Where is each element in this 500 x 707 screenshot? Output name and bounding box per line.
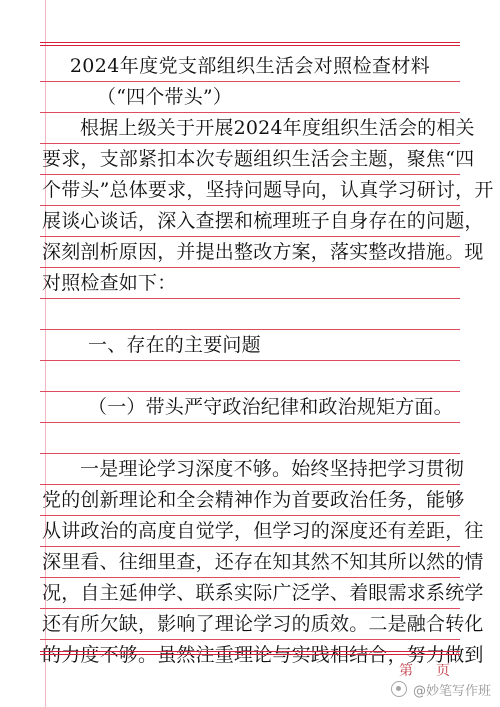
body-line: 况，自主延伸学、联系实际广泛学、着眼需求系统学	[42, 582, 484, 604]
section-heading: 一、存在的主要问题	[88, 334, 261, 356]
watermark-logo-icon	[391, 681, 407, 697]
page-number-label	[399, 660, 451, 680]
body-line: 从讲政治的高度自觉学，但学习的深度还有差距，往	[42, 520, 484, 542]
document-subtitle: （“四个带头”）	[97, 86, 233, 108]
body-line: 一是理论学习深度不够。始终坚持把学习贯彻	[80, 458, 465, 480]
page-label-right: 页	[436, 663, 451, 679]
body-line: 深里看、往细里查，还存在知其然不知其所以然的情	[42, 551, 484, 573]
intro-line: 个带头”总体要求，坚持问题导向，认真学习研讨，开	[42, 179, 494, 201]
bottom-double-rule	[40, 651, 460, 655]
top-double-rule	[40, 42, 460, 46]
subsection-heading: （一）带头严守政治纪律和政治规矩方面。	[88, 396, 453, 418]
body-line: 还有所欠缺，影响了理论学习的质效。二是融合转化	[42, 613, 484, 635]
watermark-text: @妙笔写作班	[412, 683, 491, 699]
intro-line: 根据上级关于开展2024年度组织生活会的相关	[80, 117, 475, 139]
watermark	[391, 679, 491, 699]
body-line: 的力度不够。虽然注重理论与实践相结合，努力做到	[42, 644, 484, 666]
intro-line: 深刻剖析原因，并提出整改方案，落实整改措施。现	[42, 241, 484, 263]
page-label-left: 第	[399, 663, 414, 679]
intro-line: 展谈心谈话，深入查摆和梳理班子自身存在的问题，	[42, 210, 484, 232]
intro-line: 要求，支部紧扣本次专题组织生活会主题，聚焦“四	[42, 148, 475, 170]
intro-line: 对照检查如下：	[42, 272, 177, 294]
body-line: 党的创新理论和全会精神作为首要政治任务，能够	[42, 489, 465, 511]
document-title: 2024年度党支部组织生活会对照检查材料	[69, 55, 431, 77]
